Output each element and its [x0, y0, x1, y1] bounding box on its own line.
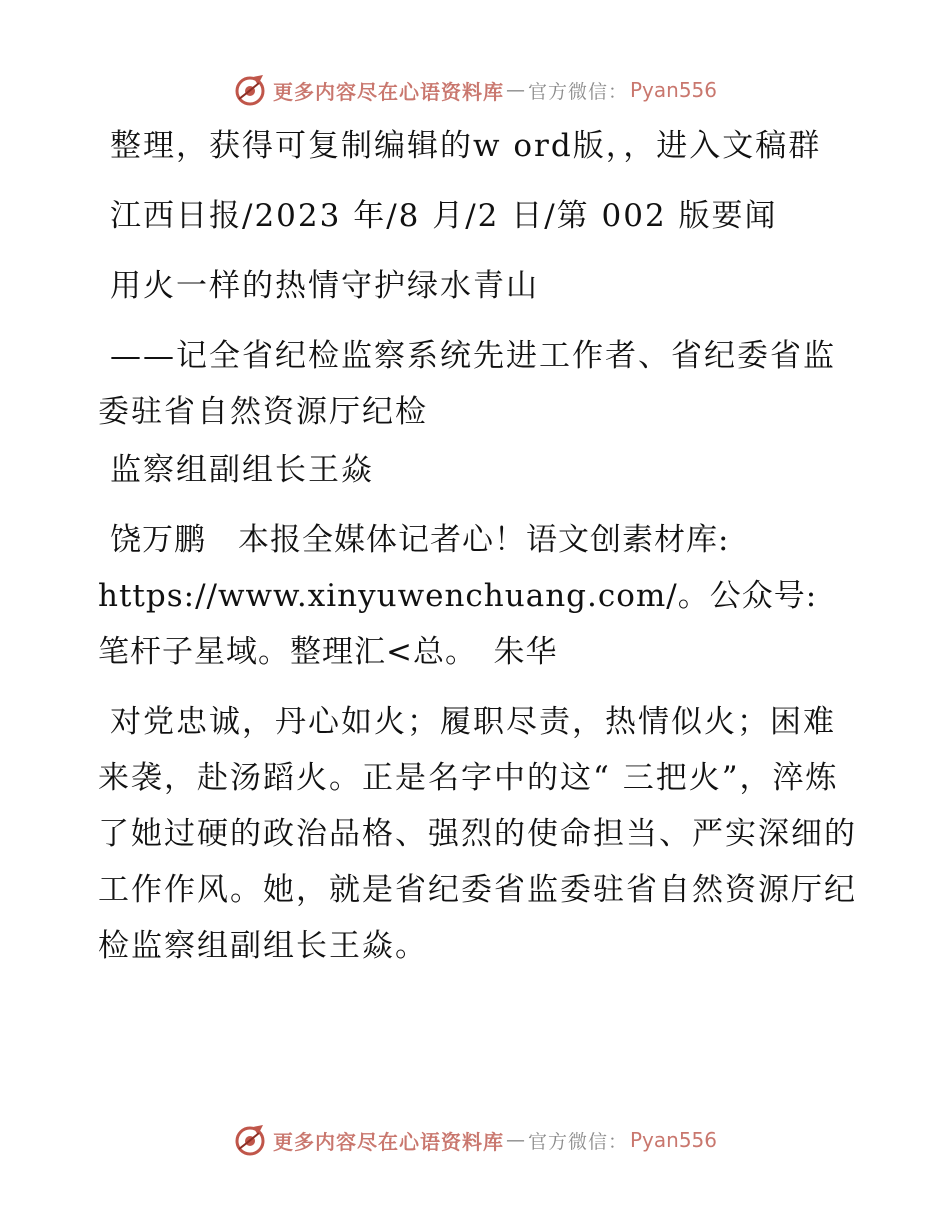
document-body: [98, 118, 858, 988]
banner-dash: —: [505, 1129, 526, 1151]
body-paragraph: 对党忠诚，丹心如火；履职尽责，热情似火；困难来袭，赴汤蹈火。正是名字中的这“ 三把火”，淬炼了她过硬的政治品格、强烈的使命担当、严实深细的工作作风。她，就是省纪委省监委驻省自然资源厅纪检监察组副组长王焱。: [98, 704, 857, 964]
source-line: 江西日报/2023 年/8 月/2 日/第 002 版要闻: [110, 198, 778, 234]
banner-text: 更多内容尽在心语资料库: [272, 1129, 504, 1154]
brush-logo-icon: [233, 73, 267, 107]
article-subtitle: ——记全省纪检监察系统先进工作者、省纪委省监委驻省自然资源厅纪检: [98, 338, 836, 430]
footer-watermark-banner: [0, 1120, 950, 1160]
header-watermark-banner: [0, 70, 950, 110]
banner-dash: —: [505, 79, 526, 101]
banner-text: 更多内容尽在心语资料库: [272, 79, 504, 104]
banner-wechat-label: 官方微信：: [527, 1130, 628, 1153]
brush-logo-icon: [233, 1123, 267, 1157]
banner-wechat-label: 官方微信：: [527, 80, 628, 103]
byline-paragraph: 饶万鹏 本报全媒体记者心！语文创素材库: https://www.xinyuwenchuang.com/。公众号: 笔杆子星域。整理汇<总。 朱华: [98, 522, 818, 670]
intro-paragraph: 整理，获得可复制编辑的w ord版，，进入文稿群: [110, 128, 822, 164]
banner-handle: Pyan556: [630, 1128, 718, 1152]
article-title: 用火一样的热情守护绿水青山: [110, 268, 539, 304]
article-subtitle-cont: 监察组副组长王焱: [110, 452, 374, 488]
banner-handle: Pyan556: [630, 78, 718, 102]
